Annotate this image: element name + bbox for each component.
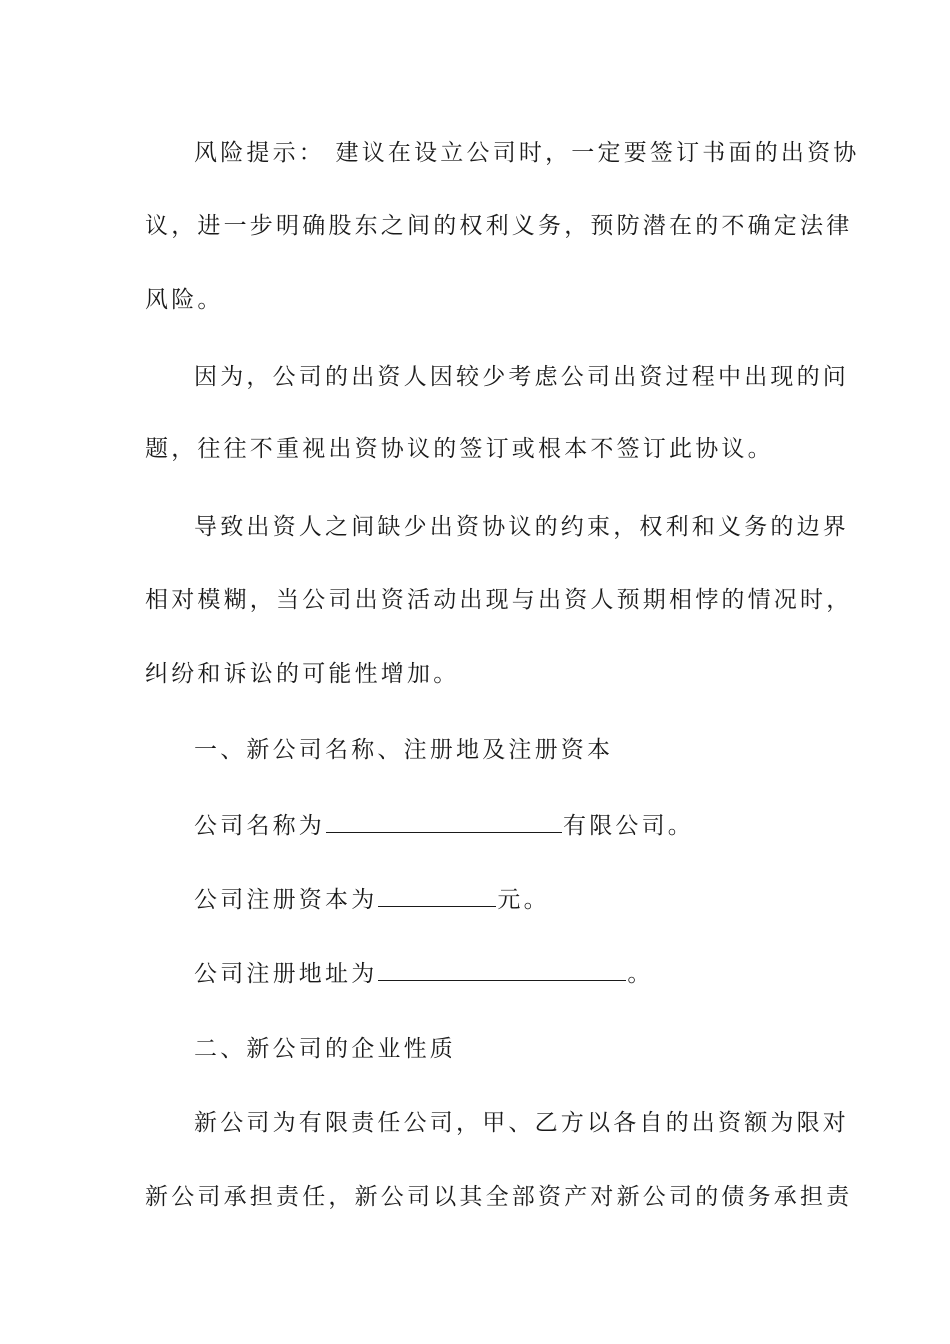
risk-tip-line-1: 风险提示： 建议在设立公司时，一定要签订书面的出资协 [194, 140, 860, 166]
company-name-blank[interactable] [326, 810, 562, 833]
registered-capital-prefix: 公司注册资本为 [194, 887, 378, 913]
registered-capital-suffix: 元。 [497, 887, 550, 913]
registered-address-suffix: 。 [627, 961, 654, 987]
registered-address-blank[interactable] [378, 958, 626, 981]
risk-tip-line-2: 议，进一步明确股东之间的权利义务，预防潜在的不确定法律 [145, 213, 853, 239]
section-2-heading: 二、新公司的企业性质 [194, 1036, 456, 1062]
registered-address-prefix: 公司注册地址为 [194, 961, 378, 987]
consequence-line-3: 纠纷和诉讼的可能性增加。 [145, 661, 460, 687]
nature-line-2: 新公司承担责任，新公司以其全部资产对新公司的债务承担责 [145, 1184, 853, 1210]
company-name-prefix: 公司名称为 [194, 813, 325, 839]
reason-line-1: 因为，公司的出资人因较少考虑公司出资过程中出现的问 [194, 364, 849, 390]
registered-capital-line [194, 884, 550, 915]
nature-line-1: 新公司为有限责任公司，甲、乙方以各自的出资额为限对 [194, 1110, 849, 1136]
registered-capital-blank[interactable] [378, 884, 496, 907]
company-name-suffix: 有限公司。 [563, 813, 694, 839]
consequence-line-2: 相对模糊，当公司出资活动出现与出资人预期相悖的情况时， [145, 587, 853, 613]
risk-tip-line-3: 风险。 [145, 287, 224, 313]
section-1-heading: 一、新公司名称、注册地及注册资本 [194, 737, 614, 763]
registered-address-line [194, 958, 654, 989]
company-name-line [194, 810, 694, 841]
consequence-line-1: 导致出资人之间缺少出资协议的约束，权利和义务的边界 [194, 514, 849, 540]
reason-line-2: 题，往往不重视出资协议的签订或根本不签订此协议。 [145, 436, 774, 462]
